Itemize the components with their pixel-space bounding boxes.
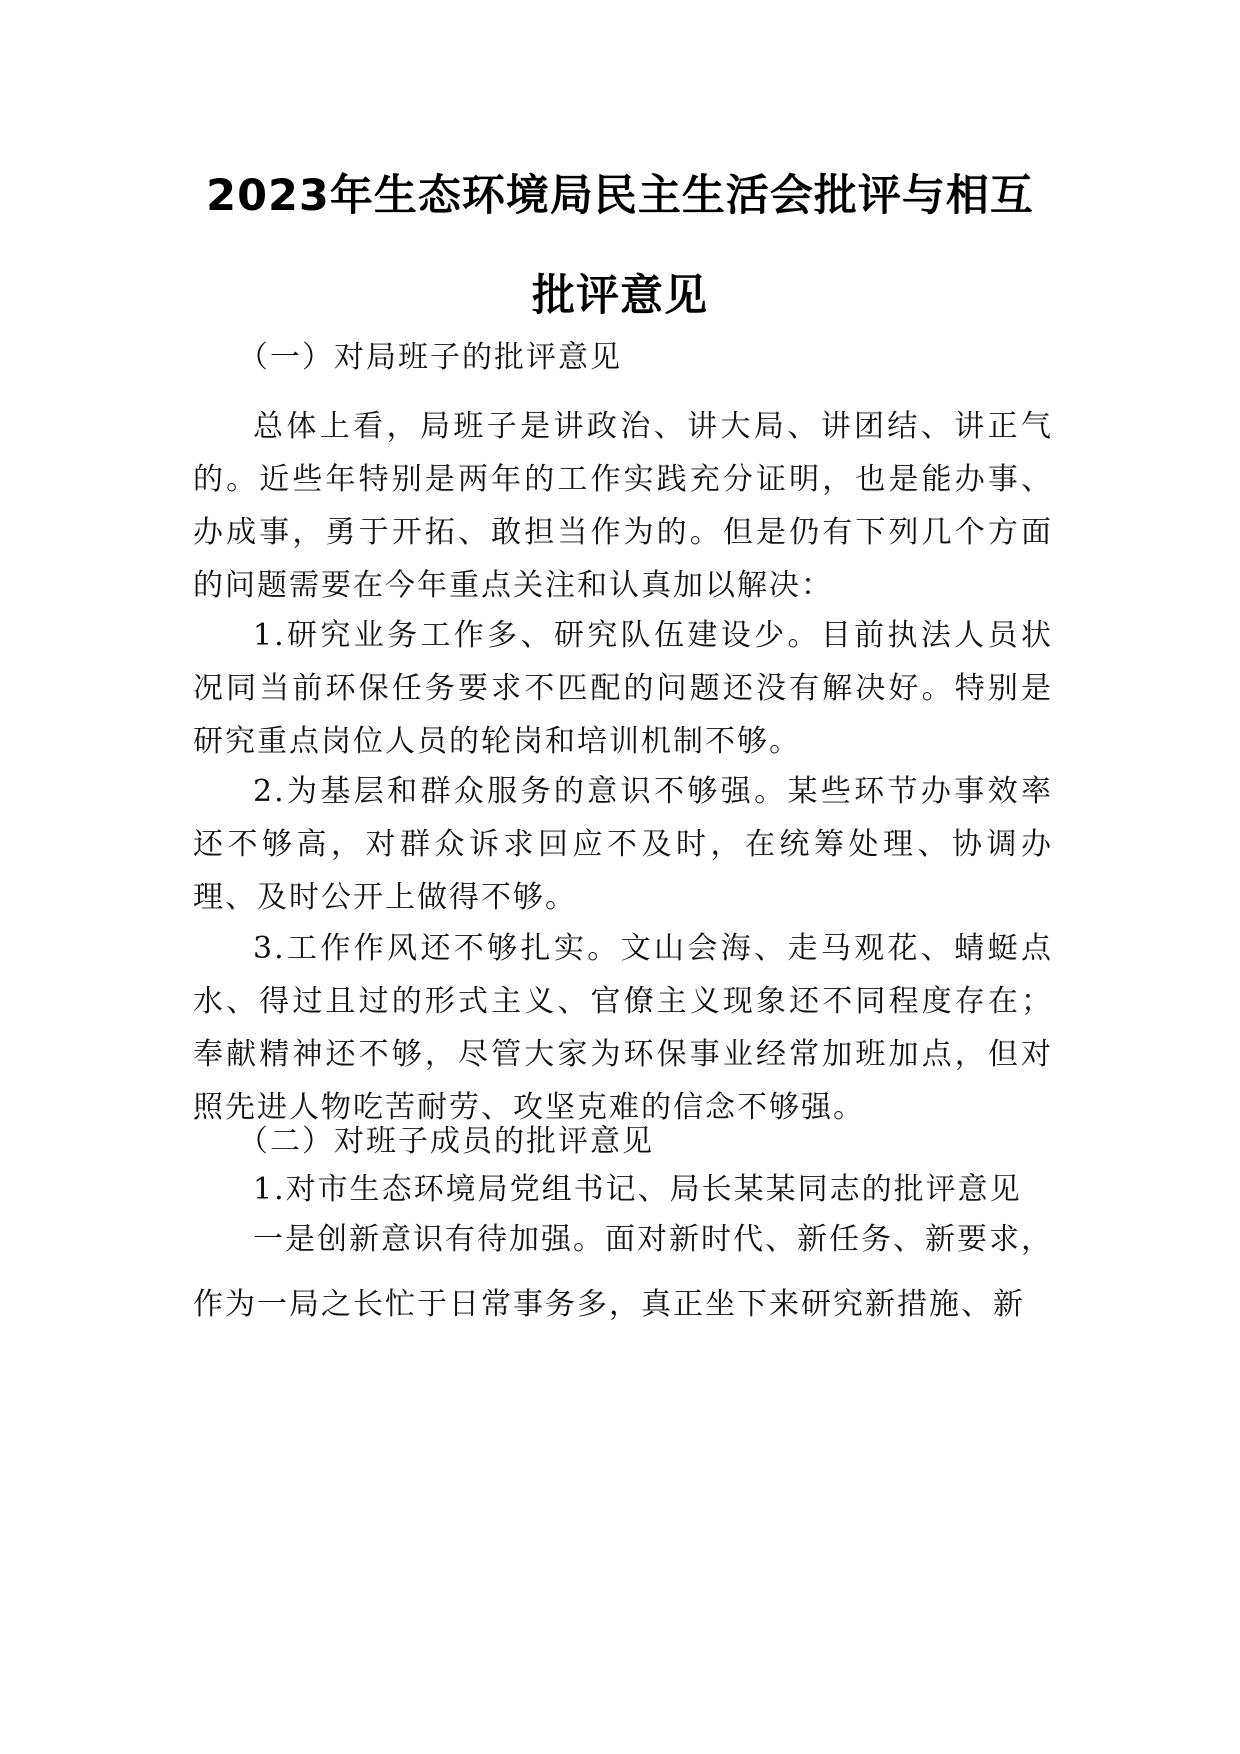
section-1-heading: （一）对局班子的批评意见: [238, 340, 622, 375]
section-1-item-3: 3.工作作风还不够扎实。文山会海、走马观花、蜻蜓点水、得过且过的形式主义、官僚主义现象还不同程度存在；奉献精神还不够，尽管大家为环保事业经常加班加点，但对照先进人物吃苦耐劳、攻坚克难的信念不够强。: [193, 931, 1053, 1125]
document-title-line-1: 2023年生态环境局民主生活会批评与相互: [206, 171, 1034, 221]
section-2-item-1-heading: 1.对市生态环境局党组书记、局长某某同志的批评意见: [253, 1172, 1022, 1207]
section-2-item-1-paragraph-line-1: 一是创新意识有待加强。面对新时代、新任务、新要求，: [253, 1222, 1053, 1257]
section-2-heading: （二）对班子成员的批评意见: [238, 1124, 654, 1159]
section-1-item-1: 1.研究业务工作多、研究队伍建设少。目前执法人员状况同当前环保任务要求不匹配的问题还没有解决好。特别是研究重点岗位人员的轮岗和培训机制不够。: [193, 618, 1053, 759]
section-1-item-2: 2.为基层和群众服务的意识不够强。某些环节办事效率还不够高，对群众诉求回应不及时，在统筹处理、协调办理、及时公开上做得不够。: [193, 774, 1053, 915]
document-title-line-2: 批评意见: [532, 271, 708, 321]
section-2-item-1-paragraph-line-2: 作为一局之长忙于日常事务多，真正坐下来研究新措施、新: [193, 1287, 1025, 1322]
section-1-intro-paragraph: 总体上看，局班子是讲政治、讲大局、讲团结、讲正气的。近些年特别是两年的工作实践充分证明，也是能办事、办成事，勇于开拓、敢担当作为的。但是仍有下列几个方面的问题需要在今年重点关注和认真加以解决：: [193, 409, 1053, 603]
